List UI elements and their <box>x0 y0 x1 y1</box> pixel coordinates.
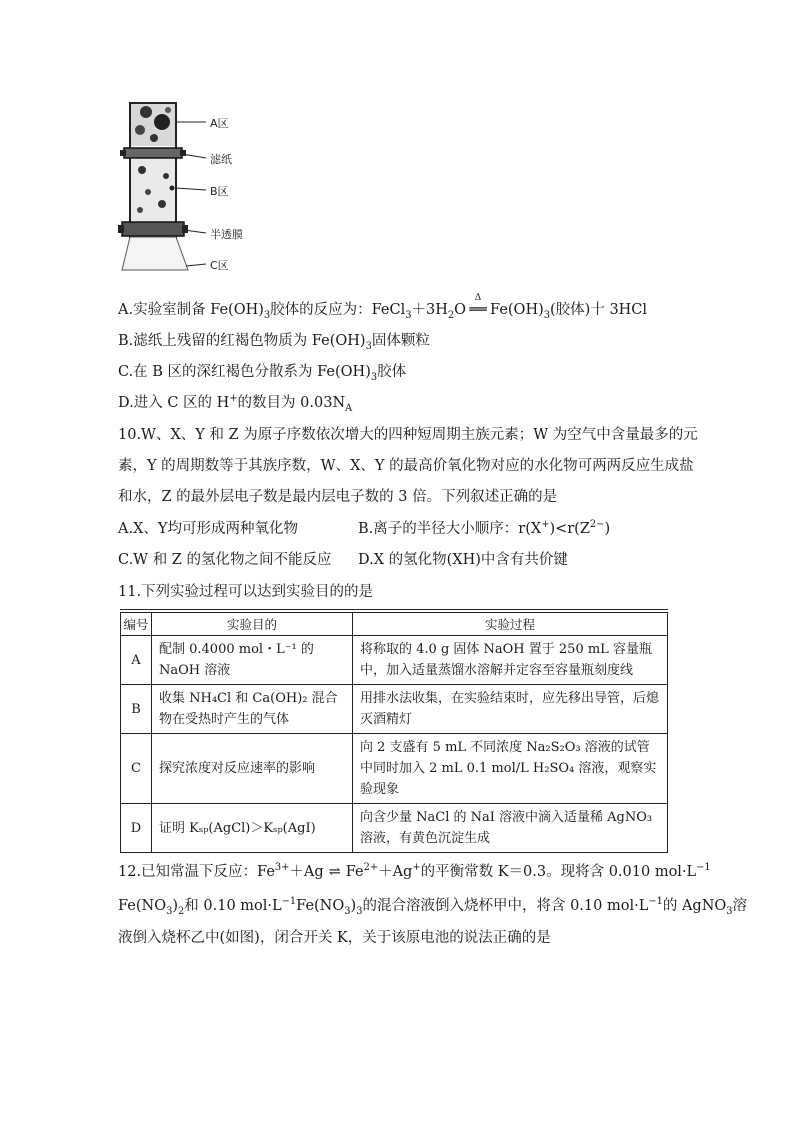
row-id: C <box>121 734 152 804</box>
label-region-c: C区 <box>210 259 229 272</box>
row-purpose: 配制 0.4000 mol・L⁻¹ 的 NaOH 溶液 <box>152 636 353 685</box>
row-purpose: 证明 Kₛₚ(AgCl)＞Kₛₚ(AgI) <box>152 804 353 853</box>
q9-option-a: A.实验室制备 $Fe(OH)_3$胶体的反应为：$FeCl_3+3H_2O$ Δ ══ $Fe(OH)_3$(胶体)十 3HCl <box>118 293 648 321</box>
q9-option-c: C.在 B 区的深红褐色分散系为 $Fe(OH)_3$胶体 <box>118 364 407 383</box>
label-filter-paper: 滤纸 <box>210 153 232 166</box>
row-id: D <box>121 804 152 853</box>
q10-stem-line1: 10.W、X、Y 和 Z 为原子序数依次增大的四种短周期主族元素；W 为空气中含量最多的元 <box>118 427 698 443</box>
row-id: B <box>121 685 152 734</box>
apparatus-figure <box>118 100 288 278</box>
table-row <box>121 636 668 685</box>
apparatus-drawing <box>118 100 288 278</box>
q10-option-b: B.离子的半径大小顺序：$r(X^+)<r(Z^{2-})$ <box>358 519 611 537</box>
q12-line2: $Fe(NO_3)_2$和 0.10 $mol\cdot L^{-1}Fe(NO_3)_3$的混合溶液倒入烧杯甲中，将含 0.10 $mol\cdot L^{-1}$的 AgNO$_3$溶 <box>118 896 748 917</box>
row-process: 向含少量 NaCl 的 NaI 溶液中滴入适量稀 AgNO₃ 溶液，有黄色沉淀生成 <box>353 804 668 853</box>
q10-stem-line2: 素，Y 的周期数等于其族序数，W、X、Y 的最高价氧化物对应的水化物可两两反应生成盐 <box>118 458 694 474</box>
equilibrium-arrow: ⇌ <box>328 864 341 880</box>
q10-option-c: C.W 和 Z 的氢化物之间不能反应 <box>118 552 332 568</box>
q11-stem: 11.下列实验过程可以达到实验目的的是 <box>118 584 374 600</box>
table-row <box>121 734 668 804</box>
row-purpose: 探究浓度对反应速率的影响 <box>152 734 353 804</box>
q9-option-d: D.进入 C 区的 H+的数目为 $0.03N_A$ <box>118 393 353 414</box>
experiment-table <box>120 612 668 853</box>
row-process: 向 2 支盛有 5 mL 不同浓度 Na₂S₂O₃ 溶液的试管中同时加入 2 mL 0.1 mol/L H₂SO₄ 溶液，观察实验现象 <box>353 734 668 804</box>
reaction-arrow: Δ ══ <box>469 293 487 318</box>
q12-line3: 液倒入烧杯乙中(如图)，闭合开关 K，关于该原电池的说法正确的是 <box>118 930 551 946</box>
q10-option-d: D.X 的氢化物(XH)中含有共价键 <box>358 552 568 568</box>
row-id: A <box>121 636 152 685</box>
label-region-b: B区 <box>210 185 229 198</box>
label-region-a: A区 <box>210 117 229 130</box>
header-process: 实验过程 <box>353 613 668 636</box>
q10-option-a: A.X、Y均可形成两种氧化物 <box>118 521 298 537</box>
q9-option-b: B.滤纸上残留的红褐色物质为 $Fe(OH)_3$固体颗粒 <box>118 333 430 352</box>
row-process: 用排水法收集，在实验结束时，应先移出导管，后熄灭酒精灯 <box>353 685 668 734</box>
q12-line1: 12.已知常温下反应：$Fe^{3+}+Ag$ ⇌ $Fe^{2+}+Ag^+$的平衡常数 K＝0.3。现将含 0.010 $mol\cdot L^{-1}$ <box>118 862 711 880</box>
q10-stem-line3: 和水，Z 的最外层电子数是最内层电子数的 3 倍。下列叙述正确的是 <box>118 489 558 505</box>
row-purpose: 收集 NH₄Cl 和 Ca(OH)₂ 混合物在受热时产生的气体 <box>152 685 353 734</box>
header-purpose: 实验目的 <box>152 613 353 636</box>
label-membrane: 半透膜 <box>210 228 243 241</box>
row-process: 将称取的 4.0 g 固体 NaOH 置于 250 mL 容量瓶中，加入适量蒸馏水溶解并定容至容量瓶刻度线 <box>353 636 668 685</box>
table-row <box>121 685 668 734</box>
header-id: 编号 <box>121 613 152 636</box>
table-header-row <box>121 613 668 636</box>
table-row <box>121 804 668 853</box>
